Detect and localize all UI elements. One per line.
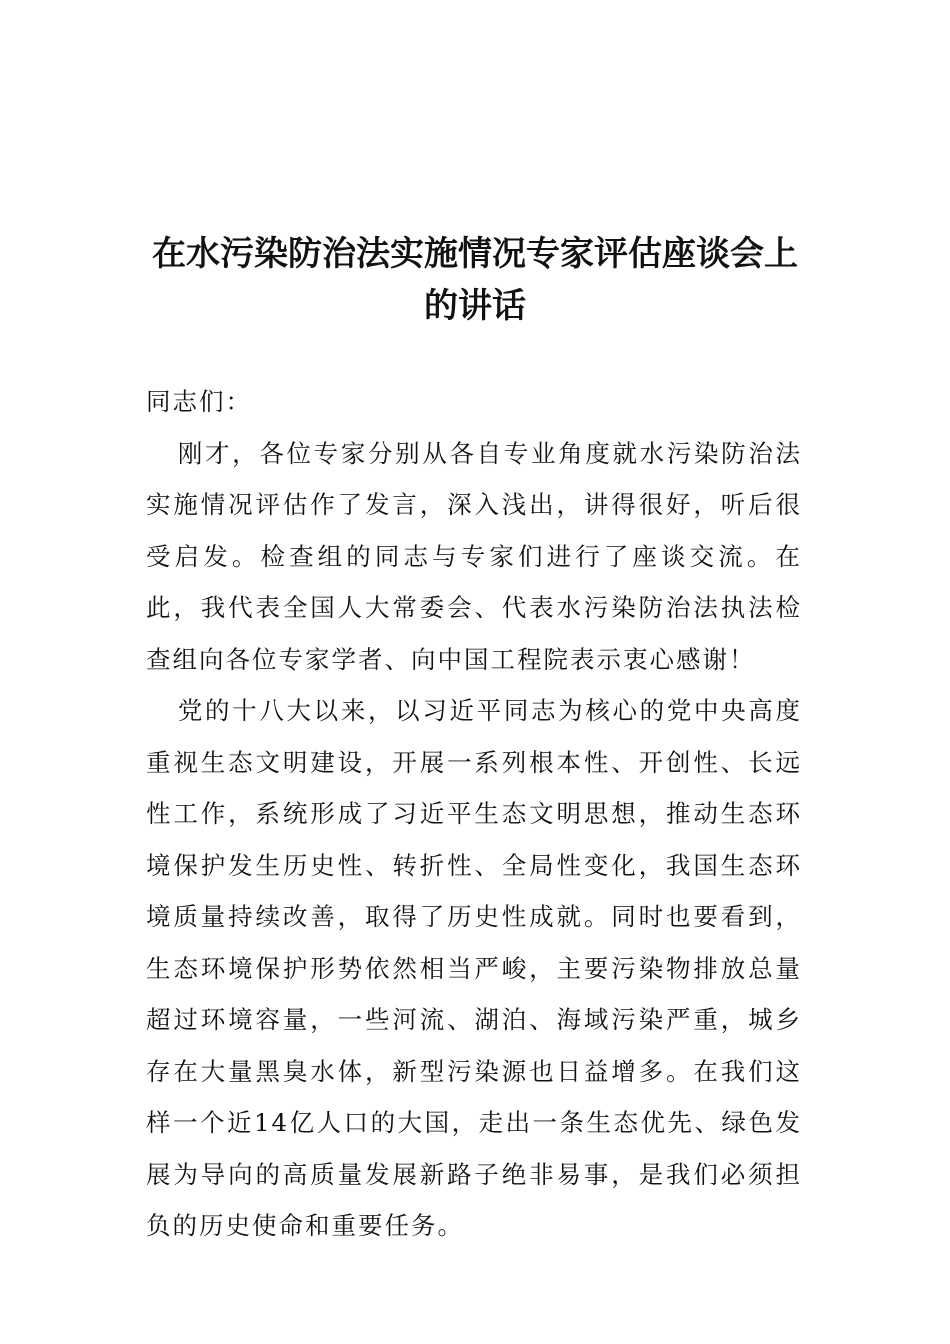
paragraph-2: 党的十八大以来，以习近平同志为核心的党中央高度重视生态文明建设，开展一系列根本性、开创性、长远性工作，系统形成了习近平生态文明思想，推动生态环境保护发生历史性、转折性、全局性变化，我国生态环境质量持续改善，取得了历史性成就。同时也要看到，生态环境保护形势依然相当严峻，主要污染物排放总量超过环境容量，一些河流、湖泊、海域污染严重，城乡存在大量黑臭水体，新型污染源也日益增多。在我们这样一个近14亿人口的大国，走出一条生态优先、绿色发展为导向的高质量发展新路子绝非易事，是我们必须担负的历史使命和重要任务。 (146, 696, 802, 1240)
document-body (146, 376, 802, 1252)
document-title: 在水污染防治法实施情况专家评估座谈会上的讲话 (152, 234, 798, 326)
paragraph-1: 刚才，各位专家分别从各自专业角度就水污染防治法实施情况评估作了发言，深入浅出，讲得很好，听后很受启发。检查组的同志与专家们进行了座谈交流。在此，我代表全国人大常委会、代表水污染防治法执法检查组向各位专家学者、向中国工程院表示衷心感谢！ (146, 438, 802, 674)
salutation: 同志们： (146, 387, 252, 416)
